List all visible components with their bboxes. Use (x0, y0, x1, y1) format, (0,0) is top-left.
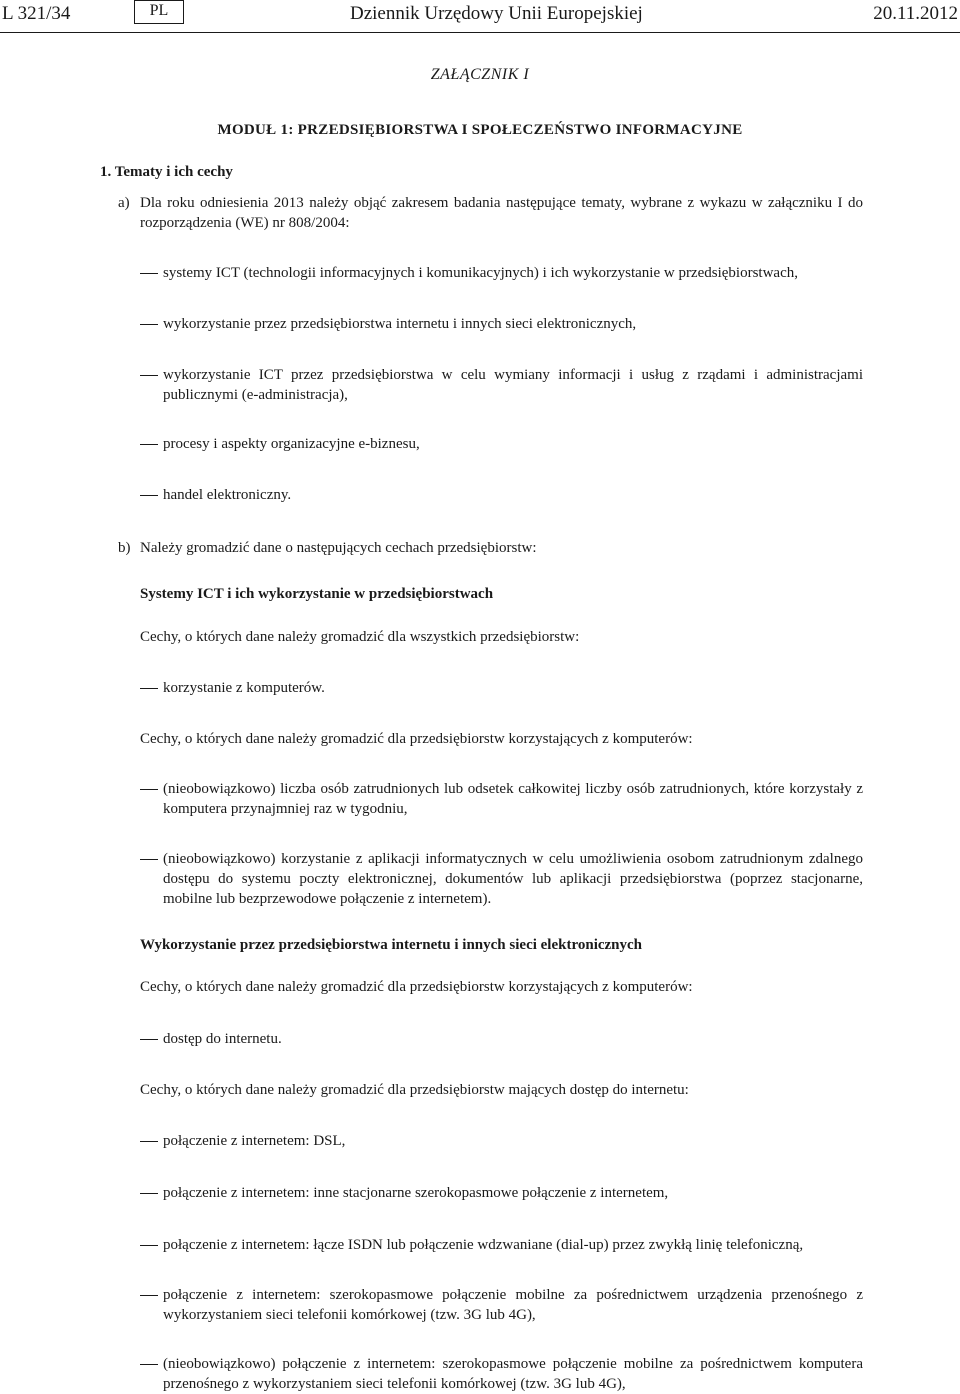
list-item (140, 1029, 863, 1049)
point-a (118, 193, 863, 233)
page-header (0, 0, 960, 32)
section-title: Tematy i ich cechy (114, 164, 233, 180)
dash-marker (140, 789, 158, 790)
list-item (140, 1183, 863, 1203)
point-a-text: Dla roku odniesienia 2013 należy objąć zakresem badania następujące tematy, wybrane z wykazu w załączniku I do rozporządzenia (WE) nr 808/2004: (140, 195, 863, 231)
dash-marker (140, 273, 158, 274)
header-rule (0, 32, 960, 33)
dash-marker (140, 1364, 158, 1365)
list-item-text: (nieobowiązkowo) liczba osób zatrudnionych lub odsetek całkowitej liczby osób zatrudnionych, które korzystały z komputera przynajmniej raz w tygodniu, (163, 781, 863, 817)
list-item (140, 1354, 863, 1394)
dash-marker (140, 1193, 158, 1194)
list-item-text: wykorzystanie przez przedsiębiorstwa internetu i innych sieci elektronicznych, (163, 316, 637, 332)
list-item (140, 314, 863, 334)
list-item-text: systemy ICT (technologii informacyjnych i komunikacyjnych) i ich wykorzystanie w przedsiębiorstwach, (163, 265, 798, 281)
list-item (140, 678, 863, 698)
list-item (140, 1285, 863, 1325)
annex-title: ZAŁĄCZNIK I (430, 66, 530, 83)
dash-marker (140, 859, 158, 860)
list-item-text: połączenie z internetem: szerokopasmowe połączenie mobilne za pośrednictwem urządzenia przenośnego z wykorzystaniem sieci telefonii komórkowej (tzw. 3G lub 4G), (163, 1287, 863, 1323)
dash-marker (140, 1245, 158, 1246)
list-item-text: wykorzystanie ICT przez przedsiębiorstwa w celu wymiany informacji i usług z rządami i administracjami publicznymi (e-administracja), (163, 367, 863, 403)
list-item-text: handel elektroniczny. (163, 487, 292, 503)
journal-title: Dziennik Urzędowy Unii Europejskiej (350, 3, 643, 24)
list-item (140, 1131, 863, 1151)
list-item (140, 779, 863, 819)
subsection-heading: Systemy ICT i ich wykorzystanie w przedsiębiorstwach (140, 586, 494, 602)
dash-marker (140, 495, 158, 496)
list-item (140, 434, 863, 454)
list-item (140, 849, 863, 909)
paragraph: Cechy, o których dane należy gromadzić dla przedsiębiorstw korzystających z komputerów: (140, 979, 693, 995)
list-item-text: korzystanie z komputerów. (163, 680, 325, 696)
dash-marker (140, 375, 158, 376)
dash-marker (140, 1295, 158, 1296)
list-item-text: dostęp do internetu. (163, 1031, 282, 1047)
list-item-text: procesy i aspekty organizacyjne e-biznesu, (163, 436, 420, 452)
publication-date: 20.11.2012 (873, 3, 958, 24)
list-item-text: połączenie z internetem: łącze ISDN lub połączenie wdzwaniane (dial-up) przez zwykłą linię telefoniczną, (163, 1237, 804, 1253)
list-item (140, 485, 863, 505)
point-b-marker: b) (118, 540, 131, 556)
section-number: 1. (100, 164, 112, 180)
dash-marker (140, 444, 158, 445)
point-b-text: Należy gromadzić dane o następujących cechach przedsiębiorstw: (140, 540, 537, 556)
list-item (140, 1235, 863, 1255)
dash-marker (140, 688, 158, 689)
page-number: L 321/34 (2, 3, 71, 24)
point-b (118, 538, 863, 558)
list-item-text: połączenie z internetem: inne stacjonarne szerokopasmowe połączenie z internetem, (163, 1185, 669, 1201)
paragraph: Cechy, o których dane należy gromadzić dla wszystkich przedsiębiorstw: (140, 629, 580, 645)
list-item (140, 263, 863, 283)
list-item (140, 365, 863, 405)
paragraph: Cechy, o których dane należy gromadzić dla przedsiębiorstw mających dostęp do internetu: (140, 1082, 689, 1098)
subsection-heading: Wykorzystanie przez przedsiębiorstwa internetu i innych sieci elektronicznych (140, 937, 643, 953)
list-item-text: (nieobowiązkowo) połączenie z internetem: szerokopasmowe połączenie mobilne za pośrednictwem komputera przenośnego z wykorzystaniem sieci telefonii komórkowej (tzw. 3G lub 4G), (163, 1356, 863, 1392)
point-a-marker: a) (118, 195, 130, 211)
dash-marker (140, 324, 158, 325)
module-title: MODUŁ 1: PRZEDSIĘBIORSTWA I SPOŁECZEŃSTWO INFORMACYJNE (217, 122, 743, 138)
language-badge: PL (134, 0, 184, 24)
list-item-text: (nieobowiązkowo) korzystanie z aplikacji informatycznych w celu umożliwienia osobom zatrudnionym zdalnego dostępu do systemu poczty elektronicznej, dokumentów lub aplikacji przedsiębiorstwa (poprzez stacjonarne, mobilne lub bezprzewodowe połączenie z internetem). (163, 851, 863, 907)
list-item-text: połączenie z internetem: DSL, (163, 1133, 346, 1149)
section-heading (100, 164, 233, 181)
dash-marker (140, 1141, 158, 1142)
paragraph: Cechy, o których dane należy gromadzić dla przedsiębiorstw korzystających z komputerów: (140, 731, 693, 747)
dash-marker (140, 1039, 158, 1040)
